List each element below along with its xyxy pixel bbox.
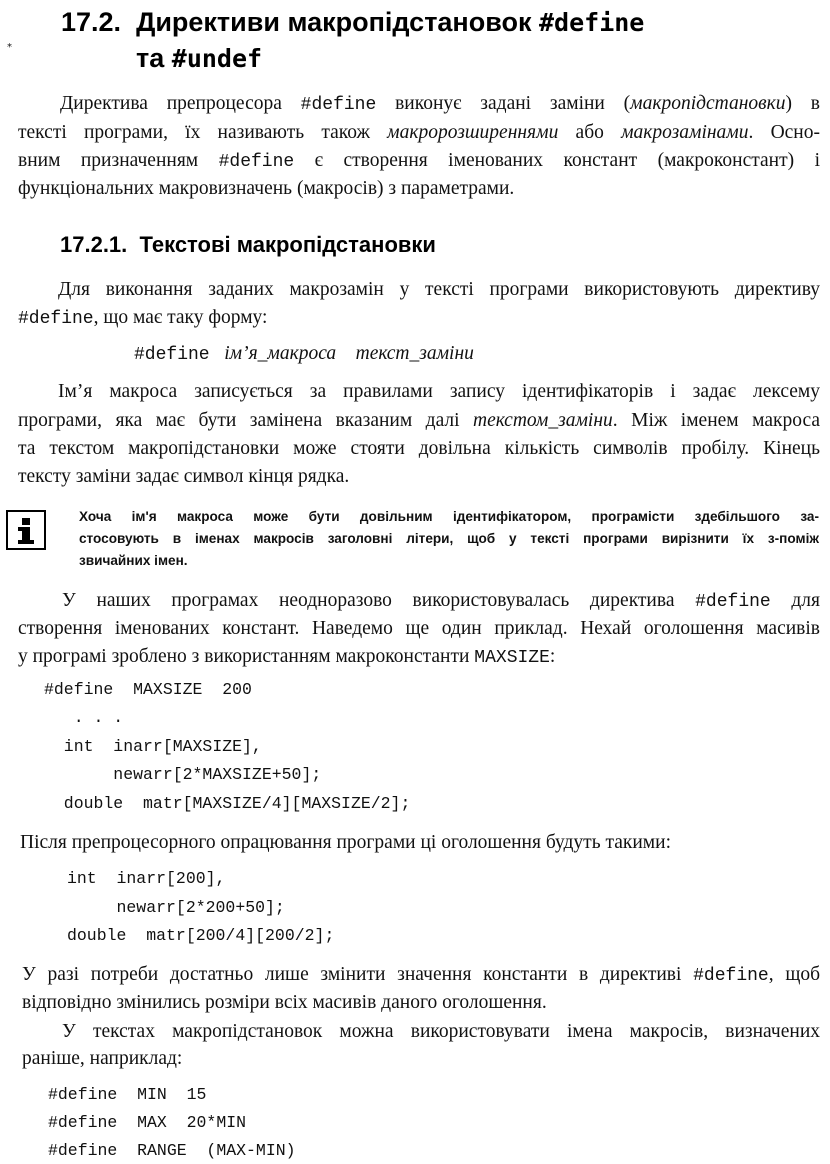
p1-line-1: Для виконання заданих макрозамін у тексті програми використовують директиву xyxy=(58,279,820,300)
p2-line-3: та текстом макропідстановки може стояти довільна кількість символів пробілу. Кінець xyxy=(18,438,820,459)
inline-code: MAXSIZE xyxy=(474,648,550,668)
p3-line-2: створення іменованих констант. Наведемо ще один приклад. Нехай оголошення масивів xyxy=(18,618,820,639)
note-line-1: Хоча ім'я макроса може бути довільним ідентифікатором, програмісти здебільшого за- xyxy=(79,509,819,524)
subsection-number: 17.2.1. xyxy=(60,232,128,257)
section-title-keyword-define: #define xyxy=(539,8,645,37)
inline-code: #define xyxy=(693,966,769,986)
p3-line-1: У наших програмах неодноразово використовувалась директива #define для xyxy=(62,590,820,612)
p6-line-1: У текстах макропідстановок можна використовувати імена макросів, визначених xyxy=(62,1021,820,1042)
p3-line-3: у програмі зроблено з використанням макроконстанти MAXSIZE: xyxy=(18,646,556,668)
section-heading-line-1 xyxy=(61,4,644,41)
info-icon xyxy=(6,510,46,550)
code1-line-3: int inarr[MAXSIZE], xyxy=(44,737,262,756)
intro-line-3: вним призначенням #define є створення іменованих констант (макроконстант) і xyxy=(18,150,820,172)
note-line-3: звичайних імен. xyxy=(79,553,188,568)
code1-line-2: . . . xyxy=(44,708,124,727)
code3-line-1: #define MIN 15 xyxy=(48,1085,207,1104)
p2-line-4: тексту заміни задає символ кінця рядка. xyxy=(18,466,350,487)
code1-line-4: newarr[2*MAXSIZE+50]; xyxy=(44,765,322,784)
syntax-line xyxy=(134,340,474,369)
p2-line-2: програми, яка має бути замінена вказаним далі текстом_заміни. Між іменем макроса xyxy=(18,410,820,431)
italic-term: текстом_заміни xyxy=(473,410,613,431)
p5-line-2: відповідно змінились розміри всіх масивів даного оголошення. xyxy=(22,992,547,1013)
code1-line-5: double matr[MAXSIZE/4][MAXSIZE/2]; xyxy=(44,794,411,813)
code2-line-3: double matr[200/4][200/2]; xyxy=(67,926,335,945)
note-line-2: стосовують в іменах макросів заголовні літери, щоб у тексті програми вирізнити їх з-поміж xyxy=(79,531,819,546)
inline-code: #define xyxy=(218,152,295,172)
inline-code: #define xyxy=(695,592,771,612)
subsection-title: Текстові макропідстановки xyxy=(139,232,436,257)
code2-line-1: int inarr[200], xyxy=(67,869,226,888)
intro-line-2: тексті програми, їх називають також макророзширеннями або макрозамінами. Осно- xyxy=(18,122,820,143)
p2-line-1: Ім’я макроса записується за правилами запису ідентифікаторів і задає лексему xyxy=(58,381,820,402)
code2-line-2: newarr[2*200+50]; xyxy=(67,898,285,917)
section-heading-line-2 xyxy=(136,40,262,77)
subsection-heading xyxy=(60,232,436,258)
italic-term: макропідстановки xyxy=(630,93,786,114)
inline-code: #define xyxy=(18,309,94,329)
page-mark-icon: * xyxy=(7,42,12,53)
paragraph-4: Після препроцесорного опрацювання програми ці оголошення будуть такими: xyxy=(20,832,671,853)
section-title-part2: та xyxy=(136,43,165,73)
p6-line-2: раніше, наприклад: xyxy=(22,1048,183,1069)
section-title-part1: Директиви макропідстановок xyxy=(136,7,532,37)
code1-line-1: #define MAXSIZE 200 xyxy=(44,680,252,699)
code3-line-3: #define RANGE (MAX-MIN) xyxy=(48,1141,296,1160)
section-number: 17.2. xyxy=(61,7,122,37)
syntax-macro-name: ім’я_макроса xyxy=(224,343,337,364)
syntax-replacement-text: текст_заміни xyxy=(355,343,474,364)
p5-line-1: У разі потреби достатньо лише змінити значення константи в директиві #define, щоб xyxy=(22,964,821,986)
code3-line-2: #define MAX 20*MIN xyxy=(48,1113,247,1132)
intro-line-4: функціональних макровизначень (макросів) з параметрами. xyxy=(18,178,515,199)
syntax-keyword: #define xyxy=(134,345,210,365)
intro-line-1: Директива препроцесора #define виконує задані заміни (макропідстановки) в xyxy=(60,93,821,115)
italic-term: макророзширеннями xyxy=(387,122,559,143)
italic-term: макрозамінами xyxy=(621,122,749,143)
inline-code: #define xyxy=(300,95,377,115)
section-title-keyword-undef: #undef xyxy=(171,44,263,73)
p1-line-2: #define, що має таку форму: xyxy=(18,307,268,329)
